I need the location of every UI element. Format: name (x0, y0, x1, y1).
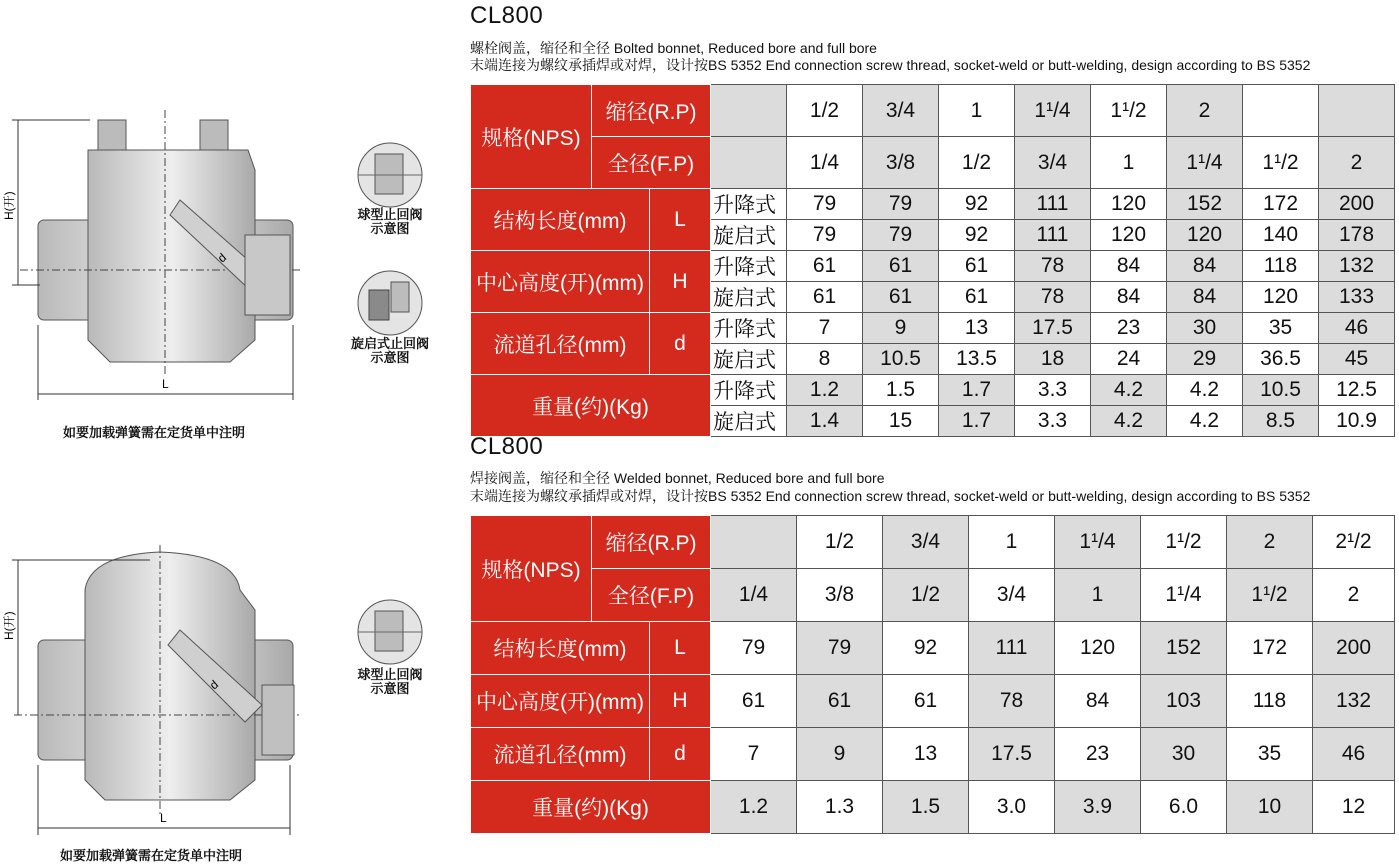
table-cell: 120 (1055, 622, 1141, 675)
table-cell: 92 (939, 220, 1015, 251)
table-cell: 7 (711, 728, 797, 781)
table-cell: 13 (939, 313, 1015, 344)
table-cell: 1.4 (787, 406, 863, 437)
swing-check-caption: 旋启式止回阀 示意图 (350, 336, 429, 365)
table-cell: 1.2 (711, 781, 797, 834)
full-bore-header: 全径(F.P) (592, 569, 711, 622)
section-title-bottom: CL800 (470, 433, 544, 460)
table-cell: 79 (797, 622, 883, 675)
table-cell: 2 (1227, 516, 1313, 569)
table-cell: 3/8 (863, 137, 939, 189)
size-header: 规格(NPS) (471, 85, 592, 189)
table-cell: 1/4 (787, 137, 863, 189)
table-cell: 1 (969, 516, 1055, 569)
table-cell: 118 (1227, 675, 1313, 728)
spec-table-bottom (470, 515, 1395, 834)
section-title-top: CL800 (470, 2, 544, 29)
table-cell: 3.3 (1015, 375, 1091, 406)
lift-check-caption: 球型止回阀 示意图 (357, 207, 423, 236)
table-cell: 8 (787, 344, 863, 375)
table-cell: 1.2 (787, 375, 863, 406)
table-cell: 15 (863, 406, 939, 437)
type-lift: 升降式 (711, 251, 787, 282)
table-cell: 61 (797, 675, 883, 728)
table-cell: 120 (1243, 282, 1319, 313)
table-row (471, 781, 1395, 834)
table-cell: 92 (939, 189, 1015, 220)
table-cell: 1¹/4 (1141, 569, 1227, 622)
table-cell: 17.5 (969, 728, 1055, 781)
table-cell: 36.5 (1243, 344, 1319, 375)
table-cell: 3.3 (1015, 406, 1091, 437)
table-cell: 1/2 (797, 516, 883, 569)
table-cell: 46 (1319, 313, 1395, 344)
table-cell: 120 (1167, 220, 1243, 251)
dim-h-label: H(开) (2, 611, 16, 640)
table-cell: 1.7 (939, 375, 1015, 406)
lift-check-caption: 球型止回阀 示意图 (357, 667, 423, 696)
table-cell: 61 (787, 282, 863, 313)
table-cell (711, 516, 797, 569)
table-cell: 118 (1243, 251, 1319, 282)
table-cell: 132 (1319, 251, 1395, 282)
reduced-bore-header: 缩径(R.P) (592, 516, 711, 569)
table-cell: 2¹/2 (1313, 516, 1395, 569)
table-cell: 3/4 (1015, 137, 1091, 189)
row-label: 重量(约)(Kg) (471, 375, 711, 437)
table-cell: 84 (1091, 282, 1167, 313)
table-row (471, 85, 1395, 137)
table-cell: 103 (1141, 675, 1227, 728)
table-cell: 3.9 (1055, 781, 1141, 834)
swing-check-schematic-icon (355, 268, 425, 338)
table-cell: 4.2 (1167, 406, 1243, 437)
table-cell: 3/4 (863, 85, 939, 137)
table-cell: 79 (787, 220, 863, 251)
table-cell: 1¹/4 (1055, 516, 1141, 569)
row-symbol: d (650, 728, 711, 781)
dim-l-label: L (162, 377, 169, 391)
table-cell: 78 (1015, 282, 1091, 313)
table-cell: 84 (1167, 282, 1243, 313)
table-row (471, 251, 1395, 282)
section-subtitle-top-1: 螺栓阀盖，缩径和全径 Bolted bonnet, Reduced bore and full bore (470, 40, 877, 56)
table-cell: 1.3 (797, 781, 883, 834)
table-cell: 79 (787, 189, 863, 220)
table-cell: 200 (1319, 189, 1395, 220)
section-subtitle-bottom-1: 焊接阀盖，缩径和全径 Welded bonnet, Reduced bore and full bore (470, 470, 885, 486)
table-cell: 1/4 (711, 569, 797, 622)
size-header: 规格(NPS) (471, 516, 592, 622)
table-cell: 3/4 (969, 569, 1055, 622)
table-cell: 132 (1313, 675, 1395, 728)
table-cell: 3/8 (797, 569, 883, 622)
table-cell: 35 (1227, 728, 1313, 781)
table-cell: 111 (969, 622, 1055, 675)
table-row (471, 516, 1395, 569)
row-symbol: H (650, 675, 711, 728)
table-row (471, 675, 1395, 728)
table-row (471, 189, 1395, 220)
section-subtitle-bottom-2: 末端连接为螺纹承插焊或对焊，设计按BS 5352 End connection screw thread, socket-weld or butt-welding, design according to BS 5352 (470, 488, 1311, 504)
table-cell: 23 (1055, 728, 1141, 781)
table-cell: 178 (1319, 220, 1395, 251)
row-label: 流道孔径(mm) (471, 313, 650, 375)
row-label: 中心高度(开)(mm) (471, 251, 650, 313)
table-cell: 6.0 (1141, 781, 1227, 834)
row-symbol: L (650, 622, 711, 675)
table-cell (1243, 85, 1319, 137)
table-cell: 140 (1243, 220, 1319, 251)
table-cell (1319, 85, 1395, 137)
table-cell: 3.0 (969, 781, 1055, 834)
lift-check-schematic-icon (355, 597, 425, 667)
table-cell: 35 (1243, 313, 1319, 344)
table-cell: 61 (883, 675, 969, 728)
table-cell: 172 (1227, 622, 1313, 675)
table-cell: 4.2 (1167, 375, 1243, 406)
table-cell: 61 (939, 282, 1015, 313)
row-symbol: d (650, 313, 711, 375)
table-cell: 1/2 (939, 137, 1015, 189)
full-bore-header: 全径(F.P) (592, 137, 711, 189)
table-cell: 2 (1313, 569, 1395, 622)
table-cell: 29 (1167, 344, 1243, 375)
type-lift: 升降式 (711, 313, 787, 344)
table-cell: 7 (787, 313, 863, 344)
row-label: 中心高度(开)(mm) (471, 675, 650, 728)
type-swing: 旋启式 (711, 282, 787, 313)
table-cell: 10.9 (1319, 406, 1395, 437)
table-cell: 12 (1313, 781, 1395, 834)
spring-note-top: 如要加载弹簧需在定货单中注明 (63, 425, 246, 440)
type-lift: 升降式 (711, 375, 787, 406)
table-cell: 200 (1313, 622, 1395, 675)
reduced-bore-header: 缩径(R.P) (592, 85, 711, 137)
table-cell: 1.7 (939, 406, 1015, 437)
table-cell: 23 (1091, 313, 1167, 344)
table-cell: 79 (863, 189, 939, 220)
row-label: 结构长度(mm) (471, 189, 650, 251)
table-cell: 79 (863, 220, 939, 251)
table-cell (711, 137, 787, 189)
type-swing: 旋启式 (711, 406, 787, 437)
table-cell: 30 (1167, 313, 1243, 344)
table-cell: 152 (1167, 189, 1243, 220)
table-cell: 61 (863, 251, 939, 282)
table-cell: 1 (1091, 137, 1167, 189)
table-cell: 2 (1167, 85, 1243, 137)
table-cell: 1¹/2 (1141, 516, 1227, 569)
table-cell: 152 (1141, 622, 1227, 675)
welded-bonnet-valve-drawing (0, 540, 310, 840)
table-cell: 30 (1141, 728, 1227, 781)
table-cell: 1/2 (883, 569, 969, 622)
row-label: 流道孔径(mm) (471, 728, 650, 781)
table-cell: 78 (969, 675, 1055, 728)
dim-d-label: d (206, 677, 222, 693)
table-cell: 1¹/2 (1243, 137, 1319, 189)
table-cell: 8.5 (1243, 406, 1319, 437)
table-cell: 1¹/2 (1227, 569, 1313, 622)
type-lift: 升降式 (711, 189, 787, 220)
table-cell: 24 (1091, 344, 1167, 375)
section-subtitle-top-2: 末端连接为螺纹承插焊或对焊，设计按BS 5352 End connection screw thread, socket-weld or butt-welding, design according to BS 5352 (470, 57, 1311, 73)
table-cell: 18 (1015, 344, 1091, 375)
table-cell (711, 85, 787, 137)
table-row (471, 313, 1395, 344)
type-swing: 旋启式 (711, 220, 787, 251)
table-cell: 46 (1313, 728, 1395, 781)
table-cell: 12.5 (1319, 375, 1395, 406)
row-symbol: H (650, 251, 711, 313)
spring-note-bottom: 如要加载弹簧需在定货单中注明 (60, 848, 243, 863)
table-row (471, 137, 1395, 189)
table-cell: 2 (1319, 137, 1395, 189)
table-cell: 4.2 (1091, 375, 1167, 406)
row-label: 结构长度(mm) (471, 622, 650, 675)
type-swing: 旋启式 (711, 344, 787, 375)
lift-check-schematic-icon (355, 140, 425, 210)
table-row (471, 375, 1395, 406)
table-row (471, 622, 1395, 675)
table-cell: 61 (939, 251, 1015, 282)
table-cell: 84 (1055, 675, 1141, 728)
table-cell: 61 (863, 282, 939, 313)
table-row (471, 569, 1395, 622)
table-cell: 1¹/4 (1015, 85, 1091, 137)
table-cell: 84 (1091, 251, 1167, 282)
table-cell: 172 (1243, 189, 1319, 220)
table-row (471, 728, 1395, 781)
table-cell: 1 (939, 85, 1015, 137)
table-cell: 1¹/4 (1167, 137, 1243, 189)
table-cell: 92 (883, 622, 969, 675)
table-cell: 1.5 (883, 781, 969, 834)
table-cell: 1/2 (787, 85, 863, 137)
table-cell: 3/4 (883, 516, 969, 569)
table-cell: 1 (1055, 569, 1141, 622)
spec-table-top (470, 84, 1395, 437)
table-cell: 61 (711, 675, 797, 728)
bolted-bonnet-valve-drawing (0, 100, 310, 410)
table-cell: 84 (1167, 251, 1243, 282)
table-cell: 10.5 (863, 344, 939, 375)
table-cell: 111 (1015, 220, 1091, 251)
row-label: 重量(约)(Kg) (471, 781, 711, 834)
table-cell: 9 (863, 313, 939, 344)
table-cell: 133 (1319, 282, 1395, 313)
dim-h-label: H(开) (2, 191, 16, 220)
table-cell: 111 (1015, 189, 1091, 220)
table-cell: 120 (1091, 220, 1167, 251)
table-cell: 120 (1091, 189, 1167, 220)
table-cell: 10.5 (1243, 375, 1319, 406)
table-cell: 45 (1319, 344, 1395, 375)
table-cell: 78 (1015, 251, 1091, 282)
table-cell: 17.5 (1015, 313, 1091, 344)
table-cell: 4.2 (1091, 406, 1167, 437)
dim-d-label: d (214, 250, 230, 266)
table-cell: 9 (797, 728, 883, 781)
table-cell: 13 (883, 728, 969, 781)
table-cell: 1.5 (863, 375, 939, 406)
dim-l-label: L (160, 811, 167, 825)
table-cell: 79 (711, 622, 797, 675)
row-symbol: L (650, 189, 711, 251)
table-cell: 10 (1227, 781, 1313, 834)
table-cell: 13.5 (939, 344, 1015, 375)
table-cell: 1¹/2 (1091, 85, 1167, 137)
table-cell: 61 (787, 251, 863, 282)
